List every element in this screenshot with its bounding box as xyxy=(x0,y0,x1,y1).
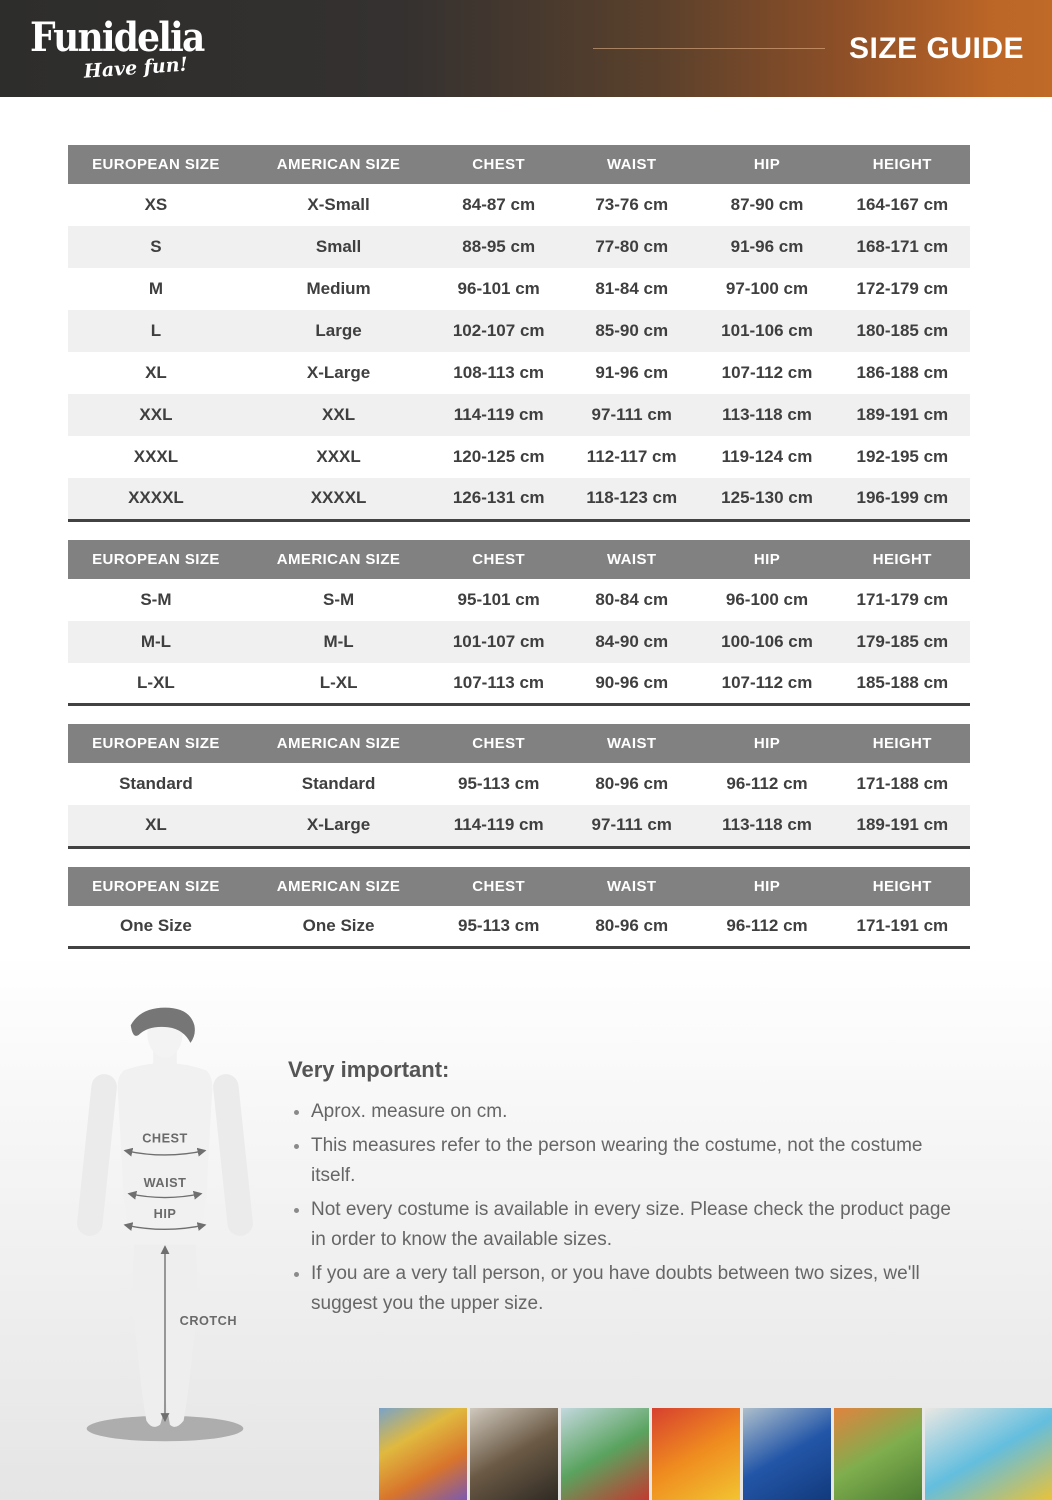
size-cell: 119-124 cm xyxy=(721,447,813,466)
note-item: • Not every costume is available in every size. Please check the product page in order to know the available sizes. xyxy=(311,1195,960,1254)
waist-label: WAIST xyxy=(143,1174,187,1190)
size-cell: 73-76 cm xyxy=(595,195,669,214)
column-header: AMERICAN SIZE xyxy=(244,540,433,579)
size-cell: 97-111 cm xyxy=(591,405,672,424)
size-cell: 108-113 cm xyxy=(453,363,545,382)
table-row xyxy=(68,394,970,436)
size-cell: 189-191 cm xyxy=(856,815,949,835)
brand-logo xyxy=(30,13,223,83)
size-cell: 80-84 cm xyxy=(595,589,669,609)
size-cell: Large xyxy=(315,321,362,340)
size-cell: 171-179 cm xyxy=(856,589,949,609)
hip-label: HIP xyxy=(153,1206,177,1222)
size-cell: One Size xyxy=(302,915,375,935)
size-cell: 179-185 cm xyxy=(856,631,949,651)
size-cell: 171-188 cm xyxy=(856,774,949,793)
table-row xyxy=(68,663,970,705)
size-cell: 180-185 cm xyxy=(856,321,949,340)
size-cell: 114-119 cm xyxy=(453,815,544,835)
column-header: HIP xyxy=(699,145,834,184)
thumb-pacman-ghosts-group xyxy=(652,1408,740,1500)
thumb-master-roshi-costume xyxy=(379,1408,467,1500)
size-cell: 95-113 cm xyxy=(458,915,540,935)
thumb-smurfs-family xyxy=(925,1408,1052,1500)
size-cell: 186-188 cm xyxy=(856,363,949,382)
size-cell: XL xyxy=(145,815,167,835)
size-cell: 172-179 cm xyxy=(856,279,949,298)
size-cell: XXL xyxy=(139,405,173,424)
size-cell: One Size xyxy=(120,915,192,935)
size-table-combined-sizes xyxy=(68,540,970,707)
thumb-blanka-street-fighter xyxy=(834,1408,922,1500)
size-cell: 91-96 cm xyxy=(595,363,669,382)
size-cell: XL xyxy=(145,363,167,382)
size-cell: Small xyxy=(315,237,362,256)
size-cell: M-L xyxy=(323,631,354,651)
size-cell: XXXL xyxy=(133,447,179,466)
size-cell: 101-106 cm xyxy=(721,321,813,340)
thumb-star-wars-group xyxy=(470,1408,558,1500)
table-row xyxy=(68,478,970,520)
size-cell: 120-125 cm xyxy=(452,447,545,466)
size-cell: S-M xyxy=(322,589,355,609)
thumb-pj-masks-catboy xyxy=(743,1408,831,1500)
size-cell: XXL xyxy=(322,405,356,424)
size-cell: XS xyxy=(144,195,168,214)
size-cell: M xyxy=(148,279,164,298)
table-header-row xyxy=(68,867,970,906)
size-cell: L xyxy=(150,321,162,340)
table-header-row xyxy=(68,145,970,184)
size-tables-section xyxy=(68,145,970,967)
brand-name: Funidelia xyxy=(30,13,204,61)
size-cell: 96-112 cm xyxy=(726,774,808,793)
photo-strip xyxy=(379,1408,1052,1500)
column-header: EUROPEAN SIZE xyxy=(68,724,244,763)
size-cell: X-Large xyxy=(306,363,371,382)
important-notes xyxy=(288,1057,960,1323)
size-cell: 185-188 cm xyxy=(856,672,949,692)
table-row xyxy=(68,184,970,226)
size-cell: 189-191 cm xyxy=(856,405,949,424)
size-cell: 107-113 cm xyxy=(453,672,545,692)
column-header: AMERICAN SIZE xyxy=(244,867,433,906)
column-header: HIP xyxy=(699,540,834,579)
size-cell: 107-112 cm xyxy=(721,672,813,692)
column-header: HEIGHT xyxy=(835,724,970,763)
size-cell: Standard xyxy=(119,774,193,793)
size-cell: 113-118 cm xyxy=(722,815,812,835)
table-row xyxy=(68,436,970,478)
column-header: EUROPEAN SIZE xyxy=(68,540,244,579)
size-cell: 84-90 cm xyxy=(595,631,669,651)
size-cell: 118-123 cm xyxy=(586,488,678,508)
size-cell: 96-112 cm xyxy=(726,915,808,935)
size-cell: 168-171 cm xyxy=(856,237,949,256)
size-cell: L-XL xyxy=(137,672,175,692)
size-cell: 77-80 cm xyxy=(595,237,669,256)
column-header: CHEST xyxy=(433,145,564,184)
table-header-row xyxy=(68,540,970,579)
size-cell: XXXL xyxy=(316,447,361,466)
size-cell: 95-113 cm xyxy=(458,774,540,793)
table-row xyxy=(68,226,970,268)
size-cell: L-XL xyxy=(319,672,358,692)
size-cell: 97-100 cm xyxy=(725,279,809,298)
thumb-power-rangers-group xyxy=(561,1408,649,1500)
column-header: CHEST xyxy=(433,540,564,579)
size-cell: 88-95 cm xyxy=(462,237,536,256)
notes-heading: Very important: xyxy=(288,1057,450,1082)
figure-left-arm xyxy=(76,1073,118,1237)
column-header: AMERICAN SIZE xyxy=(244,724,433,763)
size-cell: 101-107 cm xyxy=(452,631,545,651)
table-row xyxy=(68,579,970,621)
column-header: WAIST xyxy=(564,724,699,763)
column-header: WAIST xyxy=(564,867,699,906)
column-header: EUROPEAN SIZE xyxy=(68,867,244,906)
table-header-row xyxy=(68,724,970,763)
size-cell: 171-191 cm xyxy=(856,915,949,935)
size-cell: 85-90 cm xyxy=(595,321,669,340)
bottom-info-section xyxy=(0,955,1052,1500)
size-cell: 192-195 cm xyxy=(856,447,949,466)
table-row xyxy=(68,268,970,310)
chest-label: CHEST xyxy=(142,1130,188,1146)
size-cell: 114-119 cm xyxy=(453,405,544,424)
table-row xyxy=(68,805,970,847)
note-item: • Aprox. measure on cm. xyxy=(311,1097,960,1126)
size-cell: Medium xyxy=(306,279,371,298)
size-cell: 96-101 cm xyxy=(457,279,540,298)
size-cell: 126-131 cm xyxy=(452,488,545,508)
size-cell: 97-111 cm xyxy=(591,815,672,835)
note-item: • This measures refer to the person wearing the costume, not the costume itself. xyxy=(311,1131,960,1190)
size-table-standard-xl xyxy=(68,724,970,849)
size-table-letter-sizes xyxy=(68,145,970,522)
column-header: CHEST xyxy=(433,867,564,906)
note-item: • If you are a very tall person, or you have doubts between two sizes, we'll suggest you the upper size. xyxy=(311,1259,960,1318)
size-cell: Standard xyxy=(301,774,376,793)
size-cell: 80-96 cm xyxy=(595,774,669,793)
size-cell: S-M xyxy=(140,589,172,609)
table-row xyxy=(68,906,970,948)
size-cell: 164-167 cm xyxy=(856,195,949,214)
size-cell: 96-100 cm xyxy=(725,589,809,609)
size-cell: 112-117 cm xyxy=(586,447,677,466)
size-cell: 87-90 cm xyxy=(730,195,804,214)
size-cell: 102-107 cm xyxy=(452,321,545,340)
size-cell: 81-84 cm xyxy=(595,279,669,298)
size-cell: XXXXL xyxy=(128,488,184,508)
size-cell: XXXXL xyxy=(310,488,367,508)
size-cell: 95-101 cm xyxy=(457,589,540,609)
size-cell: S xyxy=(150,237,162,256)
size-cell: 107-112 cm xyxy=(721,363,813,382)
column-header: AMERICAN SIZE xyxy=(244,145,433,184)
title-divider-line xyxy=(593,48,825,49)
size-cell: 125-130 cm xyxy=(721,488,813,508)
title-area xyxy=(593,32,1024,66)
brand-tagline: Have fun! xyxy=(83,53,189,83)
size-table-one-size xyxy=(68,867,970,950)
size-cell: 113-118 cm xyxy=(722,405,812,424)
column-header: WAIST xyxy=(564,145,699,184)
crotch-label: CROTCH xyxy=(179,1312,238,1328)
size-cell: X-Large xyxy=(306,815,371,835)
column-header: HEIGHT xyxy=(835,867,970,906)
column-header: WAIST xyxy=(564,540,699,579)
size-cell: 84-87 cm xyxy=(462,195,536,214)
column-header: HEIGHT xyxy=(835,540,970,579)
size-cell: 90-96 cm xyxy=(595,672,669,692)
size-cell: 196-199 cm xyxy=(856,488,949,508)
table-row xyxy=(68,352,970,394)
notes-list xyxy=(311,1097,960,1318)
column-header: CHEST xyxy=(433,724,564,763)
size-cell: 91-96 cm xyxy=(730,237,804,256)
column-header: HIP xyxy=(699,724,834,763)
column-header: HIP xyxy=(699,867,834,906)
body-measurement-diagram xyxy=(72,997,258,1449)
table-row xyxy=(68,621,970,663)
column-header: HEIGHT xyxy=(835,145,970,184)
table-row xyxy=(68,310,970,352)
page-title: SIZE GUIDE xyxy=(848,31,1024,65)
column-header: EUROPEAN SIZE xyxy=(68,145,244,184)
figure-right-arm xyxy=(212,1073,254,1237)
size-cell: 80-96 cm xyxy=(595,915,669,935)
header xyxy=(0,0,1052,97)
table-row xyxy=(68,763,970,805)
size-cell: M-L xyxy=(140,631,172,651)
size-cell: 100-106 cm xyxy=(721,631,813,651)
size-cell: X-Small xyxy=(307,195,370,214)
